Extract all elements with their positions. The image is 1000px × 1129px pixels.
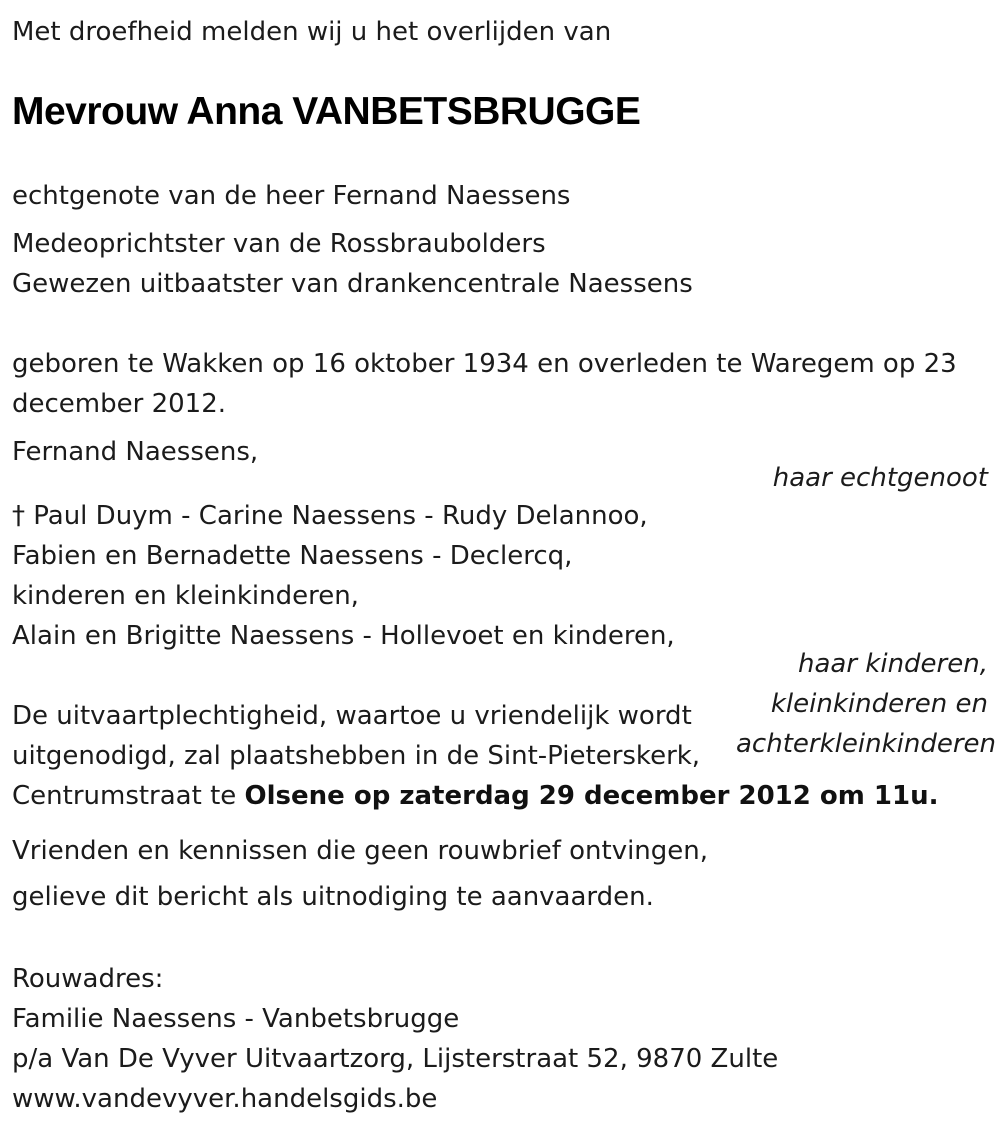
ceremony-date-bold: Olsene op zaterdag 29 december 2012 om 11u. xyxy=(244,781,939,811)
roles-block xyxy=(12,224,990,304)
husband-relation: haar echtgenoot xyxy=(772,463,988,493)
family-block xyxy=(12,496,990,656)
deceased-name: Mevrouw Anna VANBETSBRUGGE xyxy=(12,90,641,133)
family-line: kinderen en kleinkinderen, xyxy=(12,581,359,611)
mourning-address-label: Rouwadres: xyxy=(12,964,164,994)
notice-line: Vrienden en kennissen die geen rouwbrief ontvingen, xyxy=(12,836,709,866)
address-line: Familie Naessens - Vanbetsbrugge xyxy=(12,1004,460,1034)
family-relation-line: haar kinderen, xyxy=(798,649,988,679)
intro-line: Met droefheid melden wij u het overlijden van xyxy=(12,17,612,47)
birth-death-line: geboren te Wakken op 16 oktober 1934 en overleden te Waregem op 23 december 2012. xyxy=(12,349,957,419)
family-line: Fabien en Bernadette Naessens - Declercq, xyxy=(12,541,573,571)
role-line: Medeoprichtster van de Rossbraubolders xyxy=(12,229,546,259)
notice-line: gelieve dit bericht als uitnodiging te aanvaarden. xyxy=(12,882,654,912)
family-relation-block xyxy=(736,644,996,764)
family-line: Alain en Brigitte Naessens - Hollevoet en kinderen, xyxy=(12,621,675,651)
spouse-line: echtgenote van de heer Fernand Naessens xyxy=(12,181,571,211)
family-relation-line: kleinkinderen en xyxy=(770,689,988,719)
family-relation-line: achterkleinkinderen xyxy=(736,729,996,759)
husband-name: Fernand Naessens, xyxy=(12,437,259,467)
address-line: p/a Van De Vyver Uitvaartzorg, Lijsterstraat 52, 9870 Zulte xyxy=(12,1044,779,1074)
mourning-address-block xyxy=(12,959,990,1119)
family-line: † Paul Duym - Carine Naessens - Rudy Delannoo, xyxy=(12,501,648,531)
website-text: www.vandevyver.handelsgids.be xyxy=(12,1084,438,1114)
ceremony-text: De uitvaartplechtigheid, waartoe u vriendelijk wordt uitgenodigd, zal plaatshebben in de Sint-Pieterskerk, Centrumstraat te xyxy=(12,701,701,811)
role-line: Gewezen uitbaatster van drankencentrale Naessens xyxy=(12,269,693,299)
